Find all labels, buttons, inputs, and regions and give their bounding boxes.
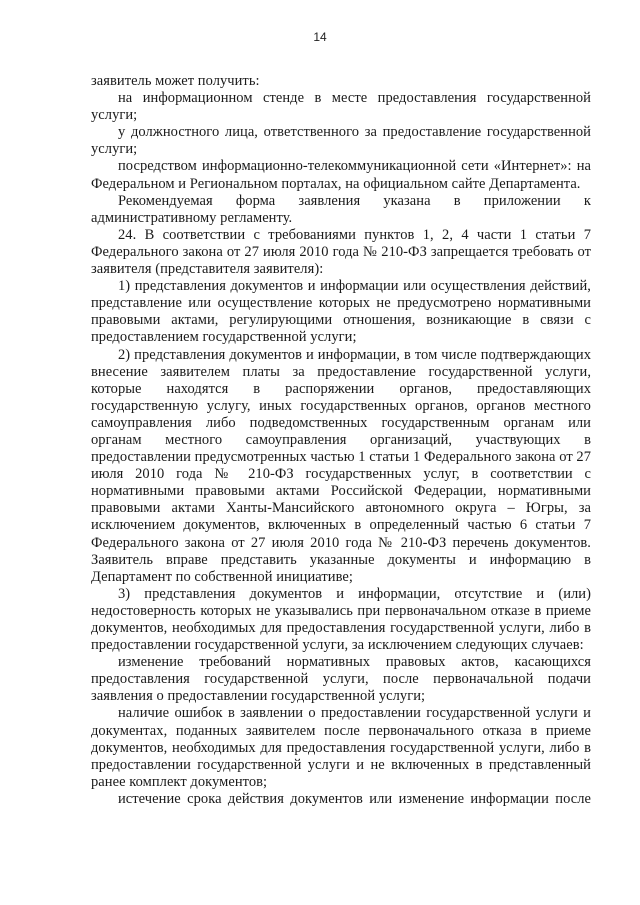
paragraph-subitem-2: 2) представления документов и информации, в том числе подтверждающих внесение заявителем платы за предоставление государственной услуги, которые находятся в распоряжении органов, предоставляющих государственную услугу, иных государственных органов, органов местного самоуправления либо подведомственных государственным органам или органам местного самоуправления организаций, участвующих в предоставлении предусмотренных частью 1 статьи 1 Федерального закона от 27 июля 2010 года № 210-ФЗ государственных услуг, в соответствии с нормативными правовыми актами Российской Федерации, нормативными правовыми актами Ханты-Мансийского автономного округа – Югры, за исключением документов, включенных в определенный частью 6 статьи 7 Федерального закона от 27 июля 2010 года № 210-ФЗ перечень документов. Заявитель вправе представить указанные документы и информацию в Департамент по собственной инициативе; — [91, 346, 591, 585]
paragraph-item-24: 24. В соответствии с требованиями пунктов 1, 2, 4 части 1 статьи 7 Федерального закона от 27 июля 2010 года № 210-ФЗ запрещается требовать от заявителя (представителя заявителя): — [91, 226, 591, 278]
paragraph-info-stand: на информационном стенде в месте предоставления государственной услуги; — [91, 90, 591, 124]
document-body — [91, 73, 591, 808]
paragraph-official: у должностного лица, ответственного за предоставление государственной услуги; — [91, 124, 591, 158]
paragraph-application-form: Рекомендуемая форма заявления указана в приложении к административному регламенту. — [91, 192, 591, 226]
paragraph-recipient-intro: заявитель может получить: — [91, 73, 260, 89]
page-number: 14 — [313, 30, 327, 44]
paragraph-subitem-1: 1) представления документов и информации или осуществления действий, представление или осуществление которых не предусмотрено нормативными правовыми актами, регулирующими отношения, возникающие в связи с предоставлением государственной услуги; — [91, 278, 591, 346]
paragraph-subitem-3: 3) представления документов и информации, отсутствие и (или) недостоверность которых не указывались при первоначальном отказе в приеме документов, необходимых для предоставления государственной услуги, либо в предоставлении государственной услуги, за исключением следующих случаев: — [91, 585, 591, 654]
paragraph-internet: посредством информационно-телекоммуникационной сети «Интернет»: на Федеральном и Региональном порталах, на официальном сайте Департамента. — [91, 158, 591, 192]
paragraph-case-requirements-change: изменение требований нормативных правовых актов, касающихся предоставления государственной услуги, после первоначальной подачи заявления о предоставлении государственной услуги; — [91, 654, 591, 705]
paragraph-case-errors: наличие ошибок в заявлении о предоставлении государственной услуги и документах, поданных заявителем после первоначального отказа в приеме документов, необходимых для предоставления государственной услуги, либо в предоставлении государственной услуги и не включенных в представленный ранее комплект документов; — [91, 705, 591, 790]
paragraph-case-expiry: истечение срока действия документов или изменение информации после — [118, 790, 591, 807]
